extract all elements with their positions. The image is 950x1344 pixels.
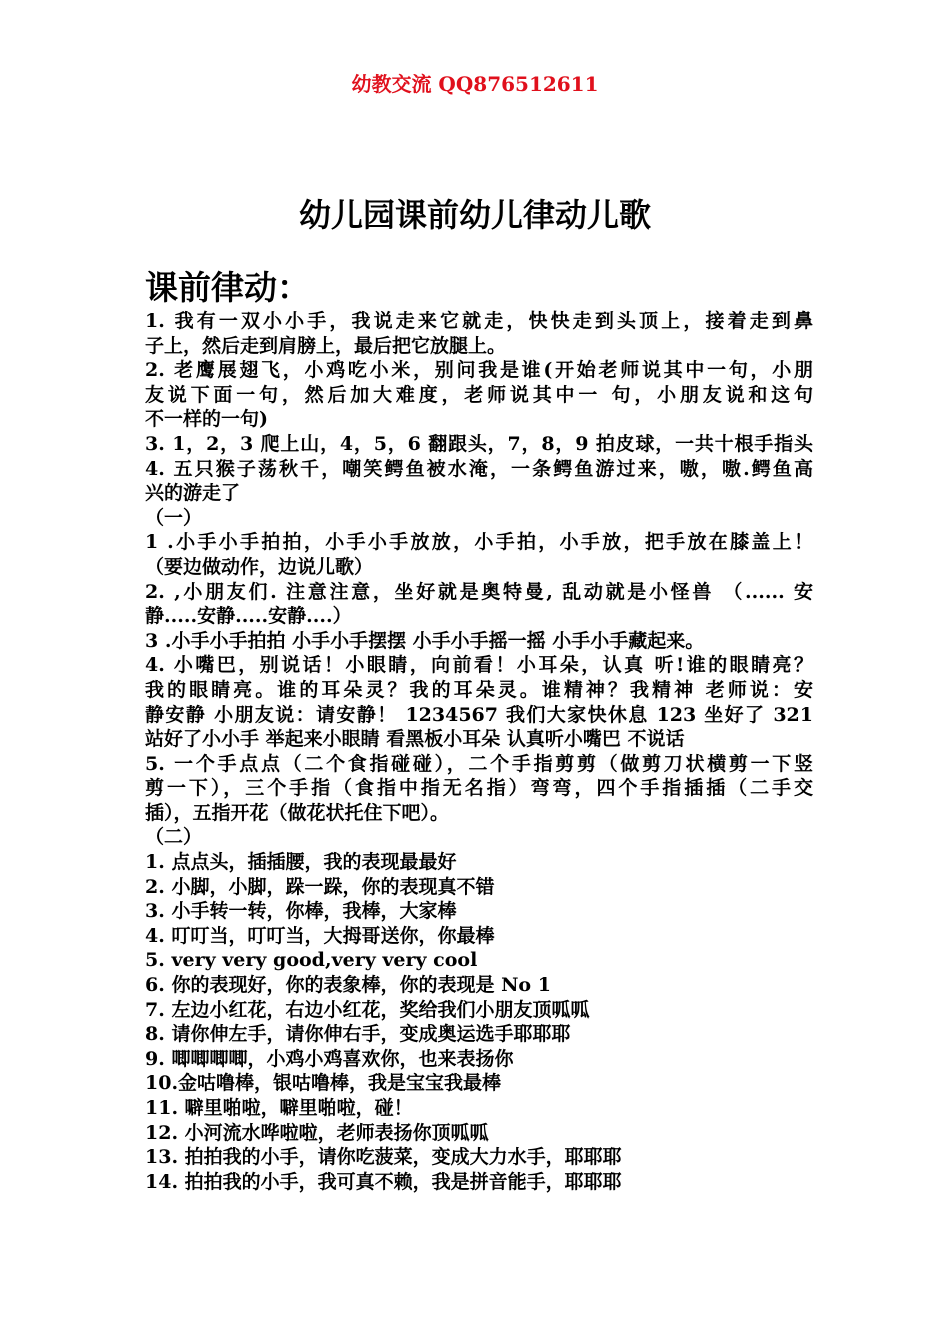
text-line: 静.....安静.....安静....） [145, 605, 352, 628]
text-line: 我的眼睛亮。谁的耳朵灵？我的耳朵灵。谁精神？我精神 老师说：安 [145, 678, 813, 701]
list-item: 9. 唧唧唧唧，小鸡小鸡喜欢你，也来表扬你 [145, 1047, 514, 1070]
list-item: 7. 左边小红花，右边小红花，奖给我们小朋友顶呱呱 [145, 998, 590, 1021]
text-line: （一） [145, 506, 203, 529]
text-line: 友说下面一句，然后加大难度，老师说其中一 句，小朋友说和这句 [145, 383, 813, 406]
text-line: 剪一下），三个手指（食指中指无名指）弯弯，四个手指插插（二手交 [145, 777, 813, 800]
text-line: 4. 小嘴巴，别说话！小眼睛，向前看！小耳朵，认真 听!谁的眼睛亮？ [145, 654, 813, 677]
text-line: 2. 老鹰展翅飞，小鸡吃小米，别问我是谁(开始老师说其中一句，小朋 [145, 359, 813, 382]
text-line: 5. 一个手点点（二个食指碰碰），二个手指剪剪（做剪刀状横剪一下竖 [145, 752, 813, 775]
list-item: 12. 小河流水哗啦啦，老师表扬你顶呱呱 [145, 1121, 489, 1144]
list-item: 3. 小手转一转，你棒，我棒，大家棒 [145, 900, 457, 923]
text-line: 静安静 小朋友说：请安静！ 1234567 我们大家快休息 123 坐好了 321 [145, 703, 813, 726]
list-item: 13. 拍拍我的小手，请你吃菠菜，变成大力水手，耶耶耶 [145, 1146, 622, 1169]
page-title: 幼儿园课前幼儿律动儿歌 [298, 196, 651, 234]
text-line: 4. 五只猴子荡秋千，嘲笑鳄鱼被水淹，一条鳄鱼游过来，嗷，嗷.鳄鱼高 [145, 457, 813, 480]
list-item: 6. 你的表现好，你的表象棒，你的表现是 No 1 [145, 974, 551, 997]
text-line: （要边做动作，边说儿歌） [145, 555, 374, 578]
text-line: 3 .小手小手拍拍 小手小手摆摆 小手小手摇一摇 小手小手藏起来。 [145, 629, 705, 652]
text-line: 1. 我有一双小小手，我说走来它就走，快快走到头顶上，接着走到鼻 [145, 310, 813, 332]
text-line: 1 .小手小手拍拍，小手小手放放，小手拍，小手放，把手放在膝盖上！ [145, 531, 813, 554]
text-line: 插），五指开花（做花状托住下吧）。 [145, 801, 450, 824]
text-line: 不一样的一句) [145, 408, 268, 431]
header-contact-text: 幼教交流 QQ876512611 [351, 72, 599, 96]
list-item: 11. 噼里啪啦，噼里啪啦，碰！ [145, 1097, 413, 1119]
list-item: 14. 拍拍我的小手，我可真不赖，我是拼音能手，耶耶耶 [145, 1170, 622, 1193]
list-item: 1. 点点头，插插腰，我的表现最最好 [145, 851, 457, 874]
text-line: 兴的游走了 [145, 482, 241, 505]
list-item: 4. 叮叮当，叮叮当，大拇哥送你，你最棒 [145, 924, 495, 947]
list-item: 8. 请你伸左手，请你伸右手，变成奥运选手耶耶耶 [145, 1023, 571, 1046]
text-line: 站好了小小手 举起来小眼睛 看黑板小耳朵 认真听小嘴巴 不说话 [145, 728, 685, 751]
list-item: 2. 小脚，小脚，跺一跺，你的表现真不错 [145, 875, 495, 898]
section-heading: 课前律动： [145, 268, 310, 307]
document-body [145, 309, 813, 1194]
text-line: （二） [145, 826, 203, 849]
list-item: 5. very very good,very very cool [145, 949, 478, 972]
list-item: 10.金咕噜棒，银咕噜棒，我是宝宝我最棒 [145, 1072, 502, 1095]
text-line: 子上，然后走到肩膀上，最后把它放腿上。 [145, 334, 507, 357]
text-line: 3. 1，2，3 爬上山，4，5，6 翻跟头，7，8，9 拍皮球，一共十根手指头 [145, 432, 813, 455]
text-line: 2. ,小朋友们. 注意注意，坐好就是奥特曼, 乱动就是小怪兽 （...... 安 [145, 580, 813, 603]
